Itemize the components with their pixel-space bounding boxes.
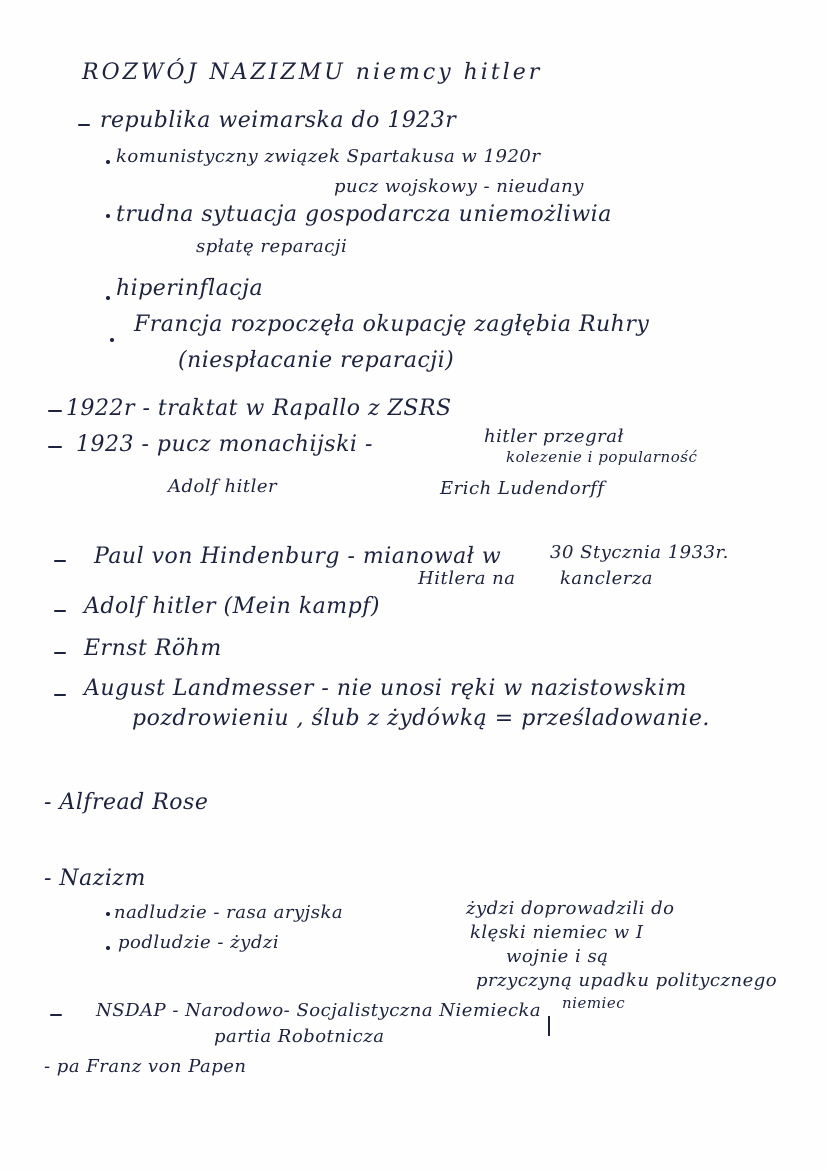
dash-marker: [48, 446, 62, 448]
note-hyperinflation: hiperinflacja: [116, 276, 264, 301]
bullet-marker: [110, 338, 114, 342]
note-rohm: Ernst Röhm: [84, 636, 222, 661]
note-adolf: Adolf hitler: [168, 476, 278, 497]
note-side-4: przyczyną upadku politycznego: [476, 970, 778, 991]
note-hindenburg-line2a: Hitlera na: [418, 568, 516, 589]
note-economy-line1: trudna sytuacja gospodarcza uniemożliwia: [116, 202, 612, 227]
note-hindenburg-date: 30 Stycznia 1933r.: [550, 542, 729, 563]
note-spartakus-line1: komunistyczny związek Spartakusa w 1920r: [116, 146, 541, 167]
page-title: ROZWÓJ NAZIZMU niemcy hitler: [82, 60, 543, 85]
note-side-1: żydzi doprowadzili do: [466, 898, 675, 919]
note-landmesser-line1: August Landmesser - nie unosi ręki w nazistowskim: [84, 676, 687, 701]
dash-marker: [78, 124, 90, 126]
dash-marker: [48, 410, 62, 412]
bullet-marker: [106, 296, 110, 300]
note-erich: Erich Ludendorff: [440, 478, 605, 499]
note-mein-kampf: Adolf hitler (Mein kampf): [84, 594, 380, 619]
bullet-marker: [106, 912, 110, 916]
note-papen: - pa Franz von Papen: [44, 1056, 247, 1077]
bullet-marker: [106, 946, 110, 950]
bullet-marker: [106, 214, 110, 218]
note-munich: 1923 - pucz monachijski -: [76, 432, 373, 457]
dash-marker: [50, 1014, 62, 1016]
dash-marker: [54, 694, 66, 696]
note-hindenburg-line2b: kanclerza: [560, 568, 654, 589]
note-rapallo: 1922r - traktat w Rapallo z ZSRS: [66, 396, 452, 421]
pen-mark: [548, 1016, 550, 1036]
note-munich-detail-2: kolezenie i popularność: [506, 448, 698, 466]
note-munich-detail-1: hitler przegrał: [484, 426, 624, 447]
note-side-5: niemiec: [562, 994, 626, 1012]
note-weimar: republika weimarska do 1923r: [100, 108, 457, 133]
note-landmesser-line2: pozdrowieniu , ślub z żydówką = prześladowanie.: [132, 706, 710, 731]
note-side-3: wojnie i są: [506, 946, 609, 967]
note-nsdap-line1: NSDAP - Narodowo- Socjalistyczna Niemiecka: [96, 1000, 542, 1021]
note-france-line2: (niespłacanie reparacji): [178, 348, 455, 373]
note-spartakus-line2: pucz wojskowy - nieudany: [334, 176, 584, 197]
note-hindenburg: Paul von Hindenburg - mianował w: [94, 544, 502, 569]
dash-marker: [54, 560, 66, 562]
note-nadludzie: nadludzie - rasa aryjska: [114, 902, 344, 923]
note-economy-line2: spłatę reparacji: [196, 236, 348, 257]
dash-marker: [54, 610, 66, 612]
bullet-marker: [106, 160, 110, 164]
note-side-2: klęski niemiec w I: [470, 922, 644, 943]
note-podludzie: podludzie - żydzi: [118, 932, 280, 953]
note-nazism: - Nazizm: [44, 866, 146, 891]
note-france-line1: Francja rozpoczęła okupację zagłębia Ruhry: [134, 312, 650, 337]
note-nsdap-line2: partia Robotnicza: [214, 1026, 385, 1047]
dash-marker: [54, 652, 66, 654]
note-rosenberg: - Alfread Rose: [44, 790, 209, 815]
